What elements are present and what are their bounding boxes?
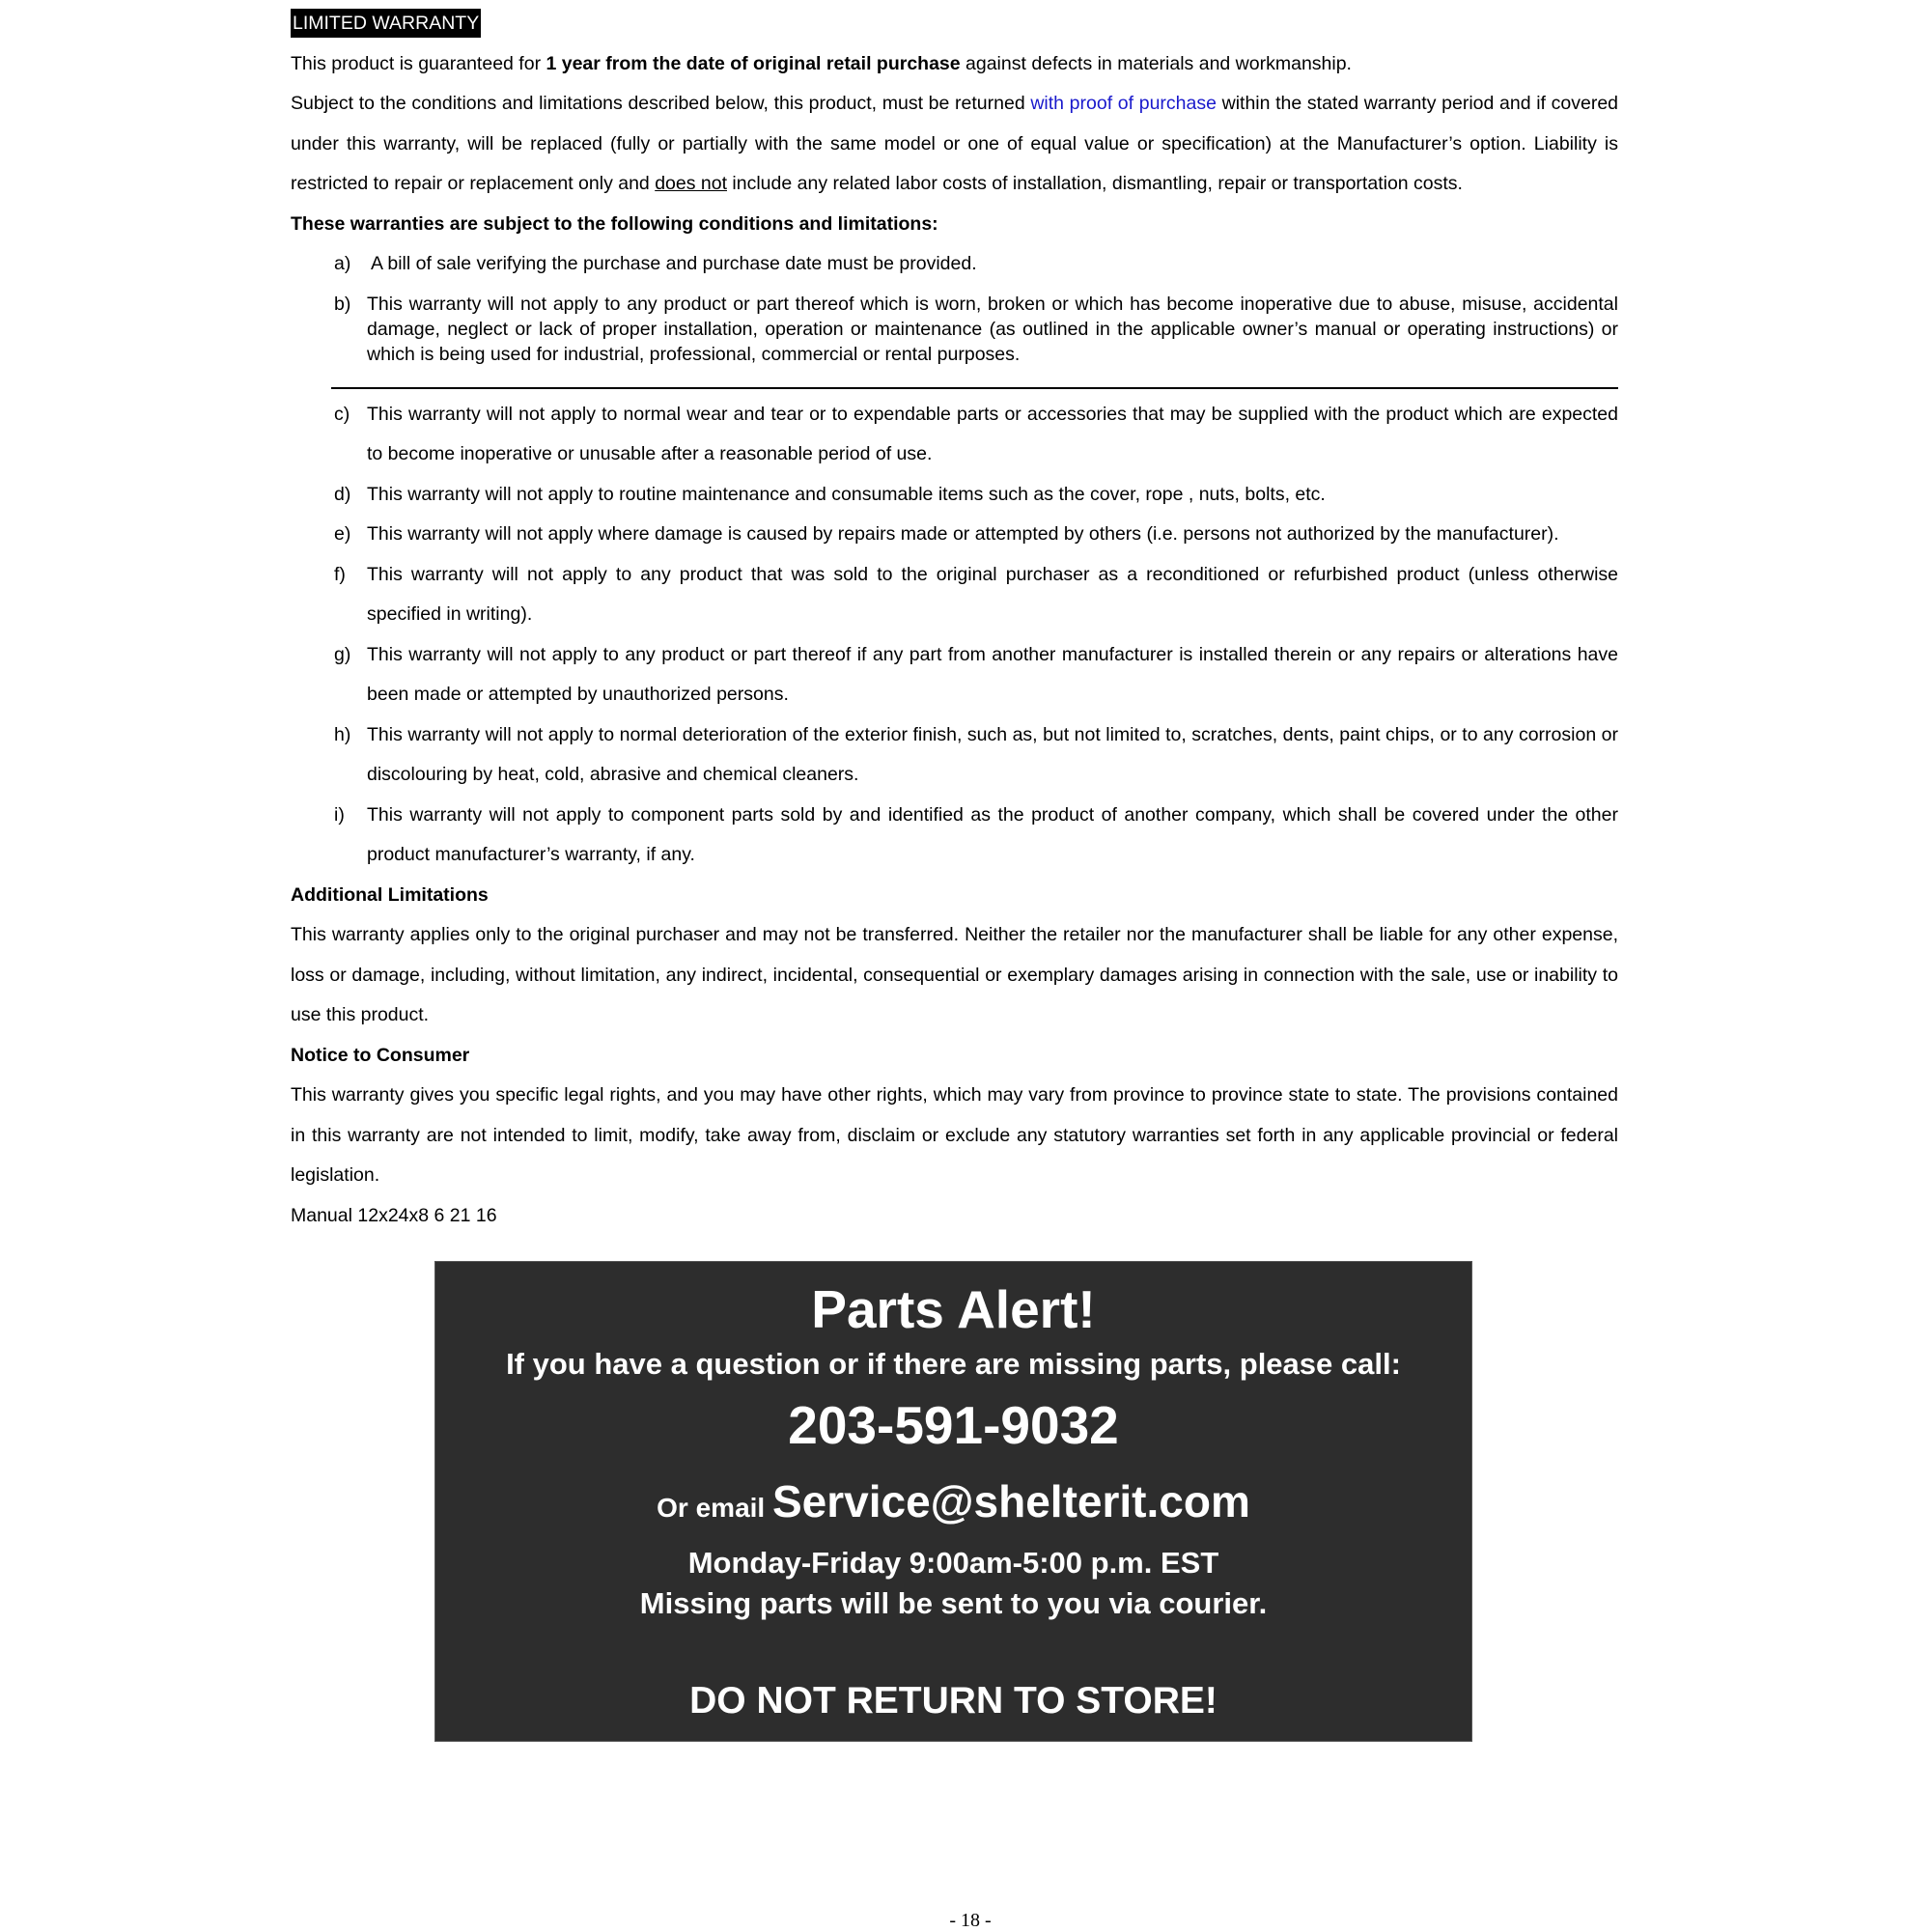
parts-alert-store-warning: DO NOT RETURN TO STORE!	[689, 1680, 1217, 1722]
subject-text-mid: within the stated warranty period and if covered under this warranty, will be replaced (fully or partially with the same model or one of equal value or specification) at the Manufacturer’s option. Liability is restricted to repair or replacement only and	[291, 93, 1619, 194]
condition-item-c: c) This warranty will not apply to normal wear and tear or to expendable parts or accessories that may be supplied with the product which are expected to become inoperative or unusable after a reasonable period of use.	[334, 403, 1618, 464]
parts-alert-box	[434, 1261, 1472, 1742]
intro-text-pre: This product is guaranteed for	[291, 52, 546, 74]
subject-text-post: include any related labor costs of installation, dismantling, repair or transportation costs.	[727, 173, 1463, 194]
warranty-intro	[291, 44, 1618, 85]
condition-item-b: b) This warranty will not apply to any product or part thereof which is worn, broken or which has become inoperative due to abuse, misuse, accidental damage, neglect or lack of proper installation, operation or maintenance (as outlined in the applicable owner’s manual or operating instructions) or which is being used for industrial, professional, commercial or rental purposes.	[334, 293, 1618, 365]
condition-item-g: g) This warranty will not apply to any product or part thereof if any part from another manufacturer is installed therein or any repairs or alterations have been made or attempted by unauthorized persons.	[334, 643, 1618, 705]
section-divider	[331, 387, 1618, 389]
subject-text-pre: Subject to the conditions and limitations described below, this product, must be returned	[291, 93, 1031, 114]
page-number: - 18 -	[949, 1910, 992, 1931]
proof-of-purchase-text: with proof of purchase	[1030, 93, 1217, 114]
additional-limitations-heading: Additional Limitations	[291, 883, 489, 906]
conditions-list	[334, 244, 1618, 374]
notice-heading: Notice to Consumer	[291, 1044, 470, 1066]
parts-alert-email-row	[435, 1472, 1471, 1542]
parts-alert-phone: 203-591-9032	[788, 1395, 1119, 1455]
condition-item-d: d) This warranty will not apply to routine maintenance and consumable items such as the cover, rope , nuts, bolts, etc.	[334, 483, 1326, 505]
warranty-title: LIMITED WARRANTY	[291, 9, 481, 38]
parts-alert-question: If you have a question or if there are missing parts, please call:	[506, 1347, 1401, 1381]
notice-text: This warranty gives you specific legal rights, and you may have other rights, which may vary from province to province state to state. The provisions contained in this warranty are not intended to limit, modify, take away from, disclaim or exclude any statutory warranties set forth in any applicable provincial or federal legislation.	[291, 1084, 1618, 1186]
parts-alert-email: Service@shelterit.com	[771, 1476, 1250, 1526]
parts-alert-courier: Missing parts will be sent to you via courier.	[639, 1586, 1268, 1620]
condition-item-e: e) This warranty will not apply where damage is caused by repairs made or attempted by others (i.e. persons not authorized by the manufacturer).	[334, 523, 1559, 545]
intro-text-bold: 1 year from the date of original retail purchase	[546, 52, 961, 74]
does-not-text: does not	[655, 173, 727, 194]
condition-item-f: f) This warranty will not apply to any product that was sold to the original purchaser as a reconditioned or refurbished product (unless otherwise specified in writing).	[334, 563, 1618, 625]
email-prefix: Or email	[657, 1493, 772, 1523]
conditions-list-continued	[334, 395, 1618, 876]
warranty-section	[291, 4, 1618, 1236]
condition-item-i: i) This warranty will not apply to component parts sold by and identified as the product of another company, which shall be covered under the other product manufacturer’s warranty, if any.	[334, 803, 1618, 865]
parts-alert-hours: Monday-Friday 9:00am-5:00 p.m. EST	[687, 1546, 1219, 1580]
additional-limitations-text: This warranty applies only to the original purchaser and may not be transferred. Neither the retailer nor the manufacturer shall be liable for any other expense, loss or damage, including, without limitation, any indirect, incidental, consequential or exemplary damages arising in connection with the sale, use or inability to use this product.	[291, 924, 1618, 1025]
condition-item-a: a) A bill of sale verifying the purchase and purchase date must be provided.	[334, 253, 977, 274]
conditions-heading: These warranties are subject to the following conditions and limitations:	[291, 212, 938, 235]
manual-reference: Manual 12x24x8 6 21 16	[291, 1204, 497, 1226]
warranty-subject	[291, 84, 1618, 205]
parts-alert-title: Parts Alert!	[811, 1279, 1096, 1339]
condition-item-h: h) This warranty will not apply to normal deterioration of the exterior finish, such as, but not limited to, scratches, dents, paint chips, or to any corrosion or discolouring by heat, cold, abrasive and chemical cleaners.	[334, 723, 1618, 785]
intro-text-post: against defects in materials and workmanship.	[960, 52, 1352, 74]
